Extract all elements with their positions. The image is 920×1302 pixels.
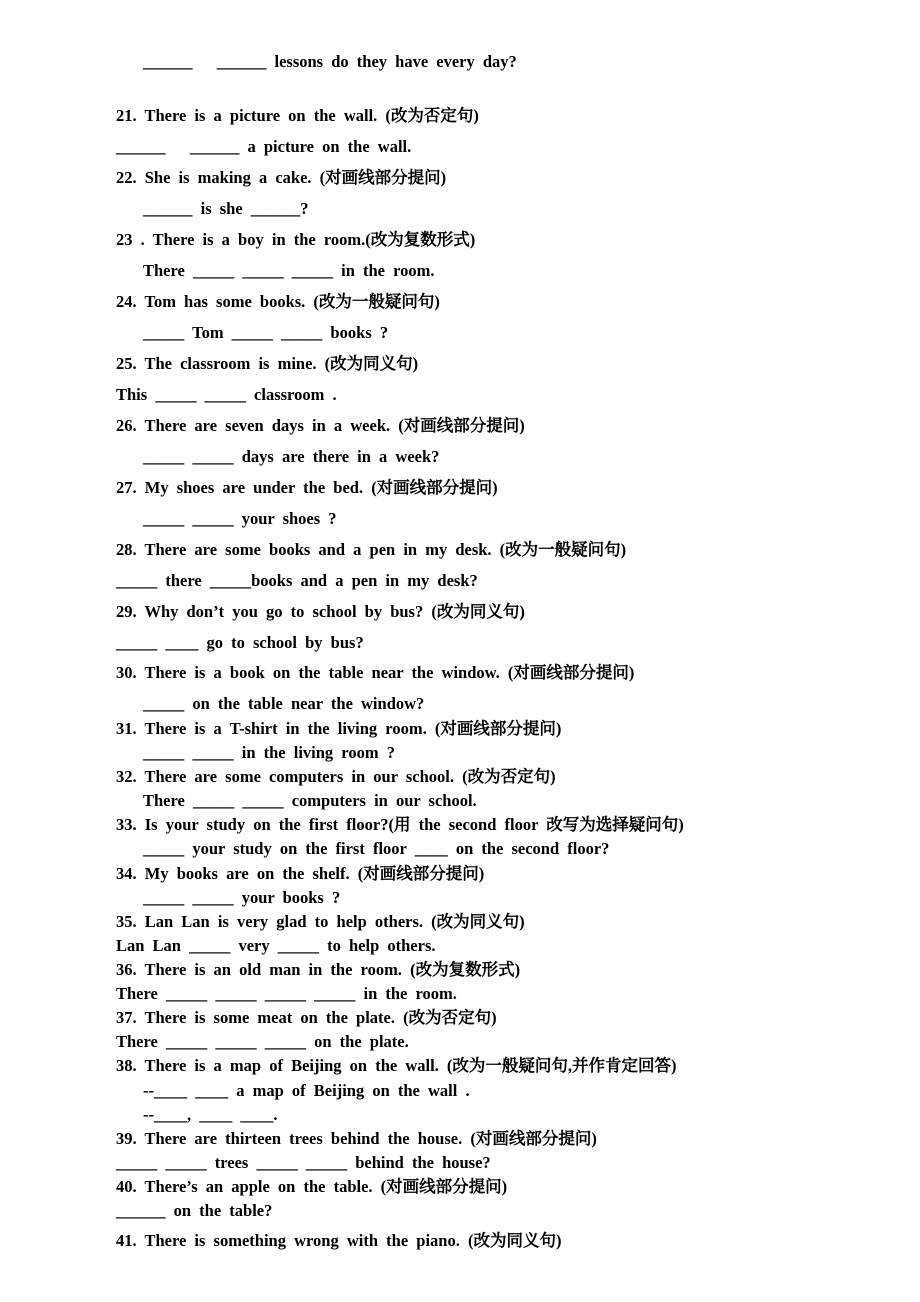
answer-line-38-reply: --____, ____ ____. [143, 1105, 278, 1124]
answer-line-33: _____ your study on the first floor ____ on the second floor? [143, 839, 610, 858]
question-28: 28. There are some books and a pen in my desk. (改为一般疑问句) [116, 540, 627, 559]
answer-line-25: This _____ _____ classroom . [116, 385, 337, 404]
question-41: 41. There is something wrong with the piano. (改为同义句) [116, 1231, 562, 1250]
answer-line-26: _____ _____ days are there in a week? [143, 447, 440, 466]
answer-line-23: There _____ _____ _____ in the room. [143, 261, 435, 280]
question-30: 30. There is a book on the table near the window. (对画线部分提问) [116, 663, 635, 682]
answer-line-24: _____ Tom _____ _____ books ? [143, 323, 389, 342]
question-31: 31. There is a T-shirt in the living room. (对画线部分提问) [116, 719, 562, 738]
question-39: 39. There are thirteen trees behind the house. (对画线部分提问) [116, 1129, 597, 1148]
answer-line-30: _____ on the table near the window? [143, 694, 425, 713]
question-38: 38. There is a map of Beijing on the wall. (改为一般疑问句,并作肯定回答) [116, 1056, 677, 1075]
answer-line-21: ______ ______ a picture on the wall. [116, 137, 412, 156]
answer-line-27: _____ _____ your shoes ? [143, 509, 337, 528]
question-35: 35. Lan Lan is very glad to help others. (改为同义句) [116, 912, 525, 931]
answer-line-29: _____ ____ go to school by bus? [116, 633, 364, 652]
answer-line-39: _____ _____ trees _____ _____ behind the house? [116, 1153, 491, 1172]
question-24: 24. Tom has some books. (改为一般疑问句) [116, 292, 440, 311]
question-32: 32. There are some computers in our school. (改为否定句) [116, 767, 556, 786]
question-22: 22. She is making a cake. (对画线部分提问) [116, 168, 447, 187]
question-29: 29. Why don’t you go to school by bus? (改为同义句) [116, 602, 525, 621]
question-27: 27. My shoes are under the bed. (对画线部分提问) [116, 478, 498, 497]
answer-line-37: There _____ _____ _____ on the plate. [116, 1032, 409, 1051]
question-34: 34. My books are on the shelf. (对画线部分提问) [116, 864, 485, 883]
question-36: 36. There is an old man in the room. (改为复数形式) [116, 960, 521, 979]
answer-line-28: _____ there _____books and a pen in my desk? [116, 571, 478, 590]
question-26: 26. There are seven days in a week. (对画线部分提问) [116, 416, 525, 435]
answer-line-20: ______ ______ lessons do they have every day? [143, 52, 517, 71]
answer-line-22: ______ is she ______? [143, 199, 309, 218]
answer-line-40: ______ on the table? [116, 1201, 273, 1220]
answer-line-38-question: --____ ____ a map of Beijing on the wall . [143, 1081, 470, 1100]
question-21: 21. There is a picture on the wall. (改为否定句) [116, 106, 479, 125]
answer-line-35: Lan Lan _____ very _____ to help others. [116, 936, 436, 955]
question-23: 23 . There is a boy in the room.(改为复数形式) [116, 230, 476, 249]
question-37: 37. There is some meat on the plate. (改为否定句) [116, 1008, 497, 1027]
answer-line-31: _____ _____ in the living room ? [143, 743, 395, 762]
question-25: 25. The classroom is mine. (改为同义句) [116, 354, 419, 373]
answer-line-34: _____ _____ your books ? [143, 888, 341, 907]
question-40: 40. There’s an apple on the table. (对画线部分提问) [116, 1177, 508, 1196]
question-33: 33. Is your study on the first floor?(用 the second floor 改写为选择疑问句) [116, 815, 684, 834]
answer-line-36: There _____ _____ _____ _____ in the room. [116, 984, 457, 1003]
answer-line-32: There _____ _____ computers in our school. [143, 791, 477, 810]
